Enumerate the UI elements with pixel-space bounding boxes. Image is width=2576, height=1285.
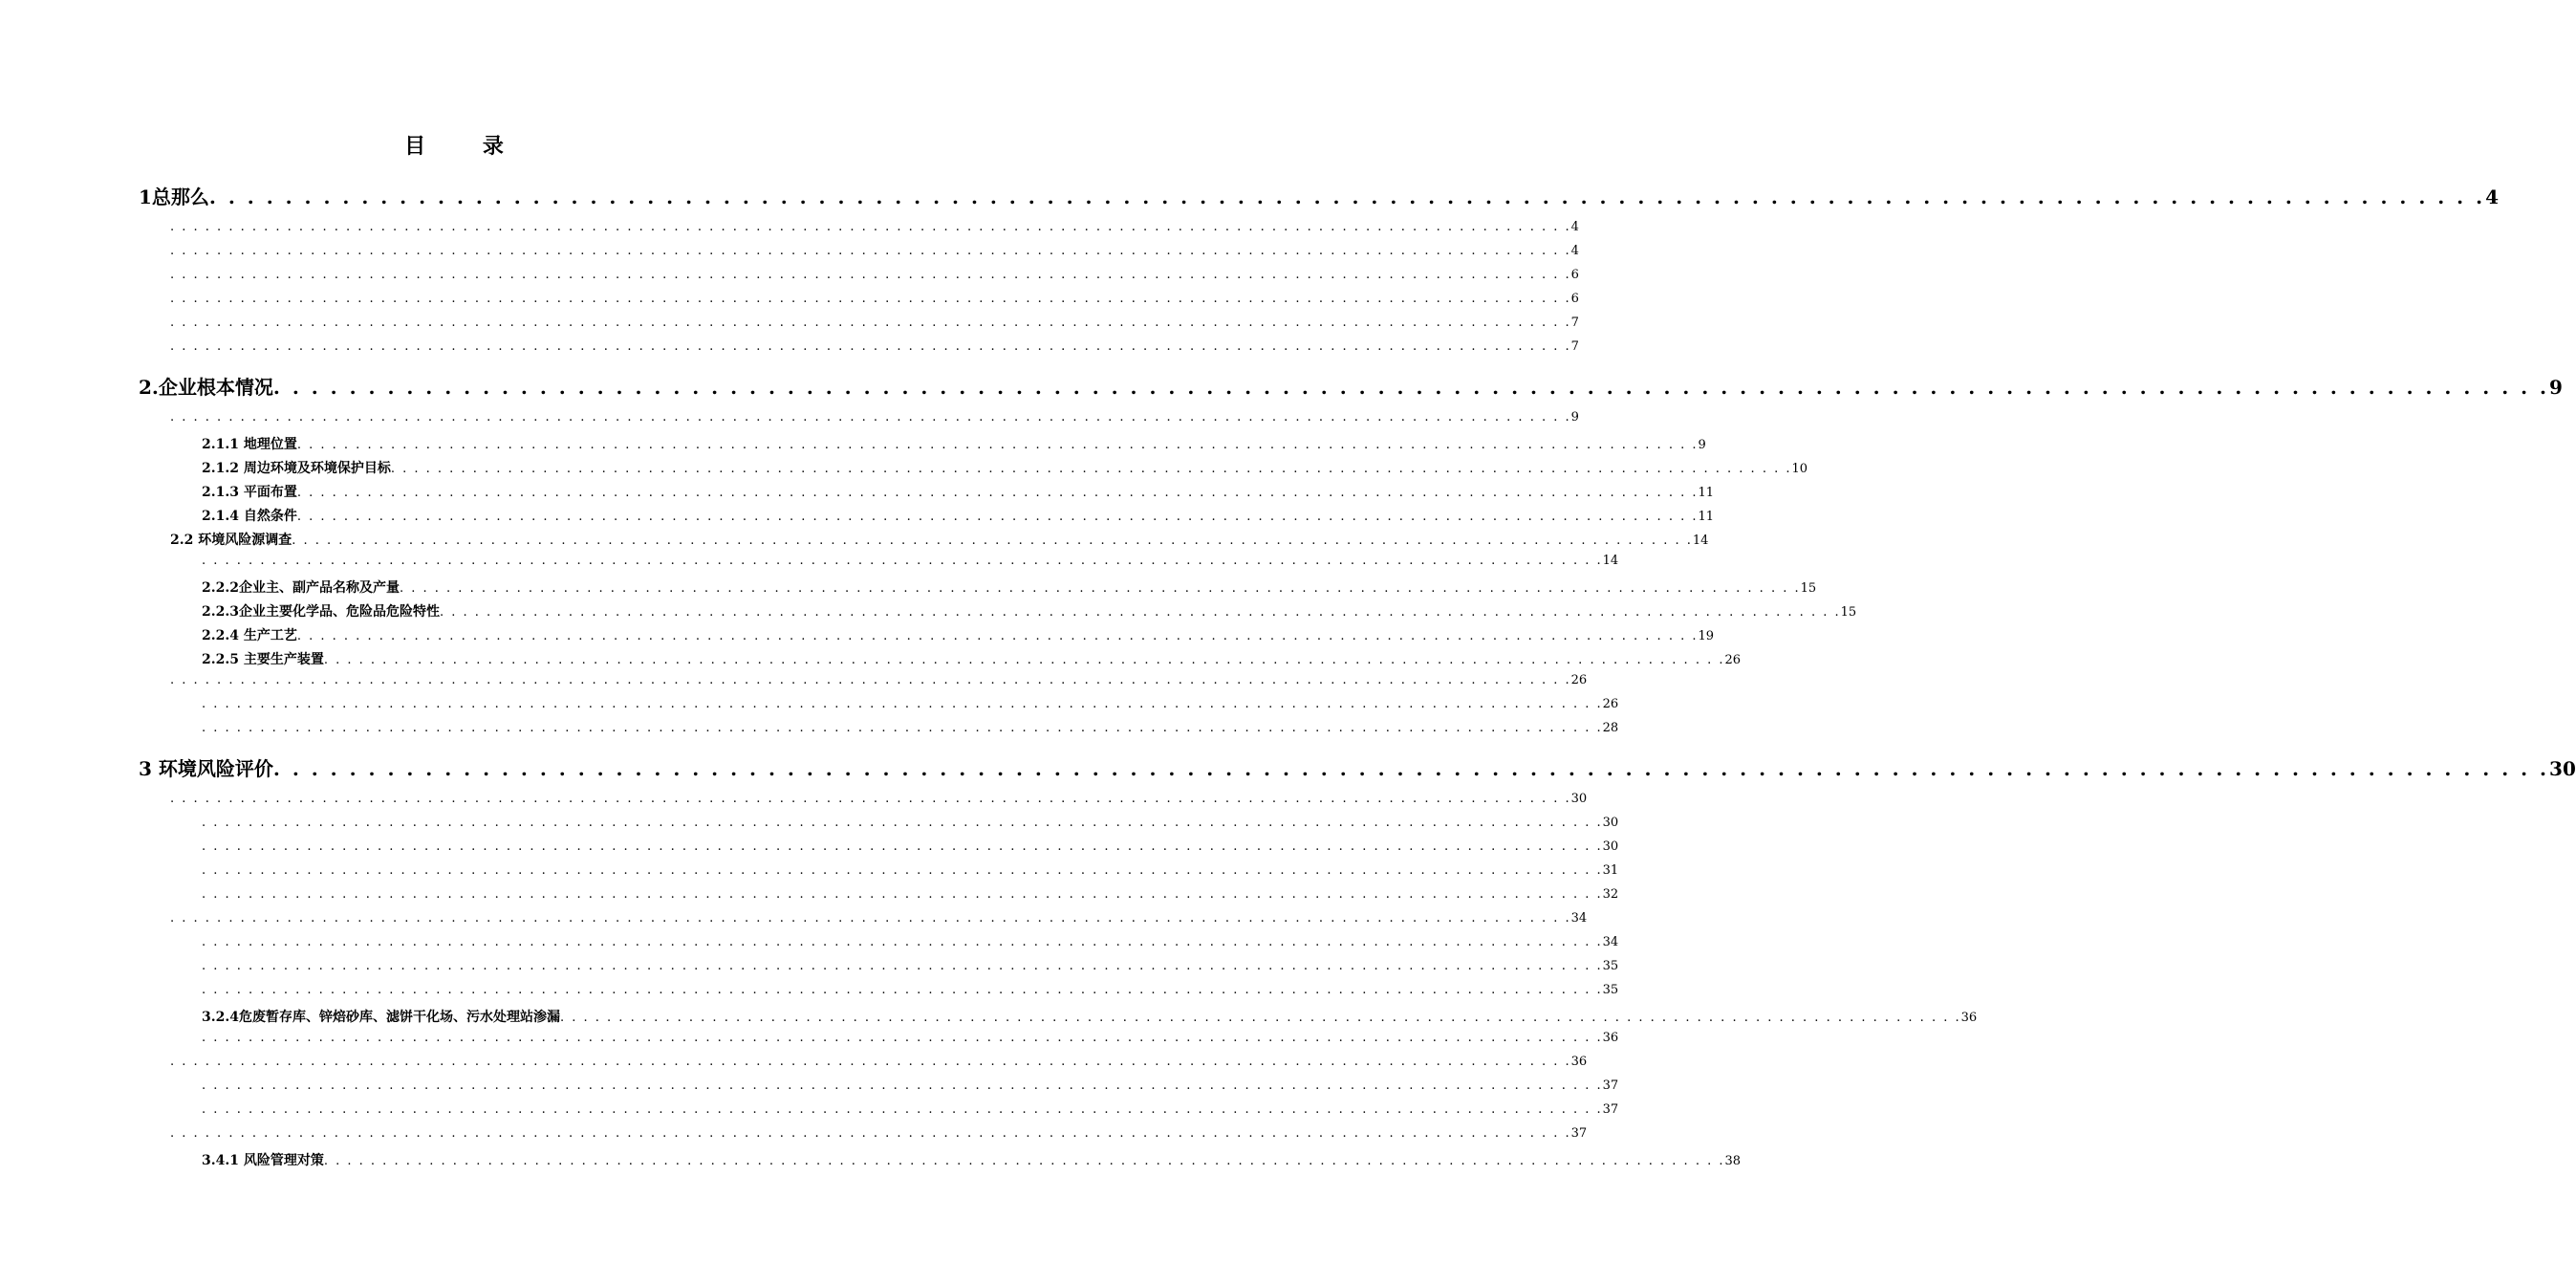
toc-entry[interactable] <box>202 983 1619 1004</box>
toc-leader-dots: . . . . . . . . . . . . . . . . . . . . . . . . . . . . . . . . . . . . . . . . . . . . . . . . . . . . . . . . . . . . . . . . . . . . . . . . . . . . . . . . . . . . . . . . . . . . . . . . . . . . . . . . . . . . . . . . . . . . . . . . <box>292 534 1693 548</box>
toc-leader-dots: . . . . . . . . . . . . . . . . . . . . . . . . . . . . . . . . . . . . . . . . . . . . . . . . . . . . . . . . . . . . . . . . . . . . . . . . . . . . . . . . . . . . . . . . . . . . . . . . . . . . . . . . . . . . . . . . . . . . . . . . <box>202 959 1603 973</box>
toc-entry[interactable] <box>202 601 1857 622</box>
toc-page-number: 19 <box>1698 629 1715 643</box>
toc-leader-dots: . . . . . . . . . . . . . . . . . . . . . . . . . . . . . . . . . . . . . . . . . . . . . . . . . . . . . . . . . . . . . . . . . . . . . . . . . . . . . . . . . . . . . . . . . . . . . . . . . . . . . . . . . . . . . . . . . . . . . . . . <box>323 1154 1725 1168</box>
toc-entry[interactable] <box>170 673 1588 694</box>
toc-page-number: 32 <box>1602 887 1619 902</box>
toc-entry[interactable] <box>170 316 1579 337</box>
toc-page-number: 4 <box>1570 220 1579 234</box>
toc-entry-text: 2.2.3企业主要化学品、危险品危险特性 <box>202 604 440 620</box>
toc-page-number: 35 <box>1602 983 1619 997</box>
toc-page-number: 37 <box>1602 1102 1619 1117</box>
toc-leader-dots: . . . . . . . . . . . . . . . . . . . . . . . . . . . . . . . . . . . . . . . . . . . . . . . . . . . . . . . . . . . . . . . . . . . . . . . . . . . . . . . . . . . . . . . . . . . . . . . . . . . . . . . . . . . . . . . . . . . . . . . . <box>202 1102 1603 1117</box>
toc-page-number: 36 <box>1570 1055 1588 1069</box>
toc-leader-dots: . . . . . . . . . . . . . . . . . . . . . . . . . . . . . . . . . . . . . . . . . . . . . . . . . . . . . . . . . . . . . . . . . . . . . . . . . . . . . . . . . . . . . . . . . . . . . . . . . . . . . . . . . . . . . . . . . . . . . . . . <box>296 438 1699 452</box>
toc-leader-dots: . . . . . . . . . . . . . . . . . . . . . . . . . . . . . . . . . . . . . . . . . . . . . . . . . . . . . . . . . . . . . . . . . . . . . . . . . . . . . . . . . . . . . . . . . . . . . . . . . . . . . . . . . . . . . . . . . . . . . . . . <box>390 462 1792 476</box>
toc-entry[interactable] <box>202 816 1619 837</box>
toc-leader-dots: . . . . . . . . . . . . . . . . . . . . . . . . . . . . . . . . . . . . . . . . . . . . . . . . . . . . . . . . . . . . . . . . . . . . . . . . . . . . . . . . . . . . . . . . . . . . . . . . . . . . . . . . . . . . . . . . . . . . . . . . <box>202 554 1603 568</box>
toc-page-number: 26 <box>1724 653 1742 667</box>
toc-leader-dots: . . . . . . . . . . . . . . . . . . . . . . . . . . . . . . . . . . . . . . . . . . . . . . . . . . . . . . . . . . . . . . . . . . . . . . . . . . . . . . . . . . . . . . . . . . . . . . . . . . . . . . . . . . . . . . . . . . . . . . . . <box>202 983 1603 997</box>
toc-page-number: 15 <box>1840 605 1857 620</box>
toc-page-number: 7 <box>1570 316 1579 330</box>
toc-leader-dots: . . . . . . . . . . . . . . . . . . . . . . . . . . . . . . . . . . . . . . . . . . . . . . . . . . . . . . . . . . . . . . . . . . . . . . . . . . . . . . . . . . . . . . . . . . . . . . . . . . . . . . . . . . . . . . . . . . . . . . . . <box>202 816 1603 830</box>
toc-page-number: 28 <box>1602 721 1619 735</box>
toc-leader-dots: . . . . . . . . . . . . . . . . . . . . . . . . . . . . . . . . . . . . . . . . . . . . . . . . . . . . . . . . . . . . . . . . . . . . . . . . . . . . . . . . . . . . . . . . . . . . . . . . . . . . . . . . . . . . . . . . . . . . . . . . <box>170 673 1571 687</box>
toc-entry-text: 2.2.2企业主、副产品名称及产量 <box>202 580 400 596</box>
toc-page-number: 37 <box>1602 1078 1619 1093</box>
toc-entry[interactable] <box>170 530 1709 551</box>
toc-entry[interactable] <box>202 458 1808 479</box>
toc-entry[interactable] <box>202 649 1742 670</box>
toc-entry[interactable] <box>202 625 1715 646</box>
toc-page-number: 14 <box>1692 534 1709 548</box>
toc-page-number: 34 <box>1570 911 1588 926</box>
toc-entry[interactable] <box>202 721 1619 742</box>
toc-entry[interactable] <box>202 1150 1742 1171</box>
toc-page-number: 11 <box>1698 486 1715 500</box>
toc-entry-text: 1总那么 <box>139 185 209 208</box>
toc-entry-text: 2.2.5 主要生产装置 <box>202 652 324 667</box>
toc-leader-dots: . . . . . . . . . . . . . . . . . . . . . . . . . . . . . . . . . . . . . . . . . . . . . . . . . . . . . . . . . . . . . . . . . . . . . . . . . . . . . . . . . . . . . . . . . . . . . . . . . . . . . . . . . . . . . . . . . . . . . . . . <box>202 1031 1603 1045</box>
toc-leader-dots: . . . . . . . . . . . . . . . . . . . . . . . . . . . . . . . . . . . . . . . . . . . . . . . . . . . . . . . . . . . . . . . . . . . . . . . . . . . . . . . . . . . . . . . . . . . . . . . . . . . . . . . . . . . . . . . . . . . . . . . . <box>202 935 1603 949</box>
toc-entry[interactable] <box>202 839 1619 860</box>
toc-page-number: 15 <box>1800 581 1817 596</box>
toc-page-number: 35 <box>1602 959 1619 973</box>
toc-leader-dots: . . . . . . . . . . . . . . . . . . . . . . . . . . . . . . . . . . . . . . . . . . . . . . . . . . . . . . . . . . . . . . . . . . . . . . . . . . . . . . . . . . . . . . . . . . . . . . . . . . . . . . . . . . . . . . . . . . . . . . . . <box>170 911 1571 926</box>
toc-page-number: 26 <box>1602 697 1619 711</box>
toc-leader-dots: . . . . . . . . . . . . . . . . . . . . . . . . . . . . . . . . . . . . . . . . . . . . . . . . . . . . . . . . . . . . . . . . . . . . . . . . . . . . . . . . . . . . . . . . . . . . . . . . . . . . . . . . . . . . . . . . . . . . . . . . <box>202 1078 1603 1093</box>
toc-page-number: 34 <box>1602 935 1619 949</box>
toc-page-number: 26 <box>1570 673 1588 687</box>
toc-leader-dots: . . . . . . . . . . . . . . . . . . . . . . . . . . . . . . . . . . . . . . . . . . . . . . . . . . . . . . . . . . . . . . . . . . . . . . . . . . . . . . . . . . . . . . . . . . . . . . . . . . . . . . . . . . . . . . . . . . . . . . . . <box>272 376 2550 399</box>
toc-page-number: 4 <box>2485 185 2499 208</box>
toc-entry[interactable] <box>139 372 2563 399</box>
toc-page-number: 31 <box>1602 863 1619 878</box>
toc-entry[interactable] <box>202 863 1619 884</box>
toc-entry-text: 3.4.1 风险管理对策 <box>202 1153 324 1168</box>
toc-page-number: 6 <box>1570 292 1579 306</box>
toc-entry[interactable] <box>139 182 2499 208</box>
toc-page-number: 9 <box>2549 376 2563 399</box>
toc-leader-dots: . . . . . . . . . . . . . . . . . . . . . . . . . . . . . . . . . . . . . . . . . . . . . . . . . . . . . . . . . . . . . . . . . . . . . . . . . . . . . . . . . . . . . . . . . . . . . . . . . . . . . . . . . . . . . . . . . . . . . . . . <box>170 339 1571 354</box>
toc-leader-dots: . . . . . . . . . . . . . . . . . . . . . . . . . . . . . . . . . . . . . . . . . . . . . . . . . . . . . . . . . . . . . . . . . . . . . . . . . . . . . . . . . . . . . . . . . . . . . . . . . . . . . . . . . . . . . . . . . . . . . . . . <box>202 721 1603 735</box>
toc-entry[interactable] <box>202 577 1817 599</box>
toc-entry[interactable] <box>202 554 1619 575</box>
toc-page-number: 30 <box>1602 839 1619 854</box>
toc-leader-dots: . . . . . . . . . . . . . . . . . . . . . . . . . . . . . . . . . . . . . . . . . . . . . . . . . . . . . . . . . . . . . . . . . . . . . . . . . . . . . . . . . . . . . . . . . . . . . . . . . . . . . . . . . . . . . . . . . . . . . . . . <box>170 268 1571 282</box>
toc-page-number: 11 <box>1698 510 1715 524</box>
toc-page-number: 36 <box>1602 1031 1619 1045</box>
toc-page-number: 36 <box>1960 1011 1978 1025</box>
toc-entry[interactable] <box>202 1078 1619 1100</box>
toc-entry[interactable] <box>202 697 1619 718</box>
toc-leader-dots: . . . . . . . . . . . . . . . . . . . . . . . . . . . . . . . . . . . . . . . . . . . . . . . . . . . . . . . . . . . . . . . . . . . . . . . . . . . . . . . . . . . . . . . . . . . . . . . . . . . . . . . . . . . . . . . . . . . . . . . . <box>559 1011 1961 1025</box>
toc-entry-text: 2.企业根本情况 <box>139 376 273 399</box>
toc-entry-text: 3 环境风险评价 <box>139 757 273 780</box>
toc-entry[interactable] <box>170 244 1579 265</box>
toc-leader-dots: . . . . . . . . . . . . . . . . . . . . . . . . . . . . . . . . . . . . . . . . . . . . . . . . . . . . . . . . . . . . . . . . . . . . . . . . . . . . . . . . . . . . . . . . . . . . . . . . . . . . . . . . . . . . . . . . . . . . . . . . <box>170 220 1571 234</box>
toc-entry[interactable] <box>202 434 1706 455</box>
toc-entry[interactable] <box>170 911 1588 932</box>
toc-entry-text: 2.2 环境风险源调查 <box>170 533 292 548</box>
toc-leader-dots: . . . . . . . . . . . . . . . . . . . . . . . . . . . . . . . . . . . . . . . . . . . . . . . . . . . . . . . . . . . . . . . . . . . . . . . . . . . . . . . . . . . . . . . . . . . . . . . . . . . . . . . . . . . . . . . . . . . . . . . . <box>170 316 1571 330</box>
toc-entry-text: 2.1.1 地理位置 <box>202 437 297 452</box>
toc-entry[interactable] <box>202 1031 1619 1052</box>
toc-leader-dots: . . . . . . . . . . . . . . . . . . . . . . . . . . . . . . . . . . . . . . . . . . . . . . . . . . . . . . . . . . . . . . . . . . . . . . . . . . . . . . . . . . . . . . . . . . . . . . . . . . . . . . . . . . . . . . . . . . . . . . . . <box>170 410 1571 425</box>
toc-entry[interactable] <box>139 753 2576 780</box>
toc-entry[interactable] <box>202 935 1619 956</box>
toc-entry-text: 2.1.2 周边环境及环境保护目标 <box>202 461 391 476</box>
toc-entry[interactable] <box>170 339 1579 360</box>
toc-title: 目 录 <box>404 134 529 159</box>
toc-leader-dots: . . . . . . . . . . . . . . . . . . . . . . . . . . . . . . . . . . . . . . . . . . . . . . . . . . . . . . . . . . . . . . . . . . . . . . . . . . . . . . . . . . . . . . . . . . . . . . . . . . . . . . . . . . . . . . . . . . . . . . . . <box>170 292 1571 306</box>
toc-leader-dots: . . . . . . . . . . . . . . . . . . . . . . . . . . . . . . . . . . . . . . . . . . . . . . . . . . . . . . . . . . . . . . . . . . . . . . . . . . . . . . . . . . . . . . . . . . . . . . . . . . . . . . . . . . . . . . . . . . . . . . . . <box>202 863 1603 878</box>
toc-entry[interactable] <box>202 887 1619 908</box>
toc-entry[interactable] <box>170 1055 1588 1076</box>
toc-entry[interactable] <box>170 410 1579 431</box>
toc-leader-dots: . . . . . . . . . . . . . . . . . . . . . . . . . . . . . . . . . . . . . . . . . . . . . . . . . . . . . . . . . . . . . . . . . . . . . . . . . . . . . . . . . . . . . . . . . . . . . . . . . . . . . . . . . . . . . . . . . . . . . . . . <box>202 887 1603 902</box>
toc-page-number: 14 <box>1602 554 1619 568</box>
toc-page-number: 9 <box>1698 438 1706 452</box>
toc-leader-dots: . . . . . . . . . . . . . . . . . . . . . . . . . . . . . . . . . . . . . . . . . . . . . . . . . . . . . . . . . . . . . . . . . . . . . . . . . . . . . . . . . . . . . . . . . . . . . . . . . . . . . . . . . . . . . . . . . . . . . . . . <box>170 1126 1571 1141</box>
toc-page-number: 30 <box>1602 816 1619 830</box>
toc-page-number: 30 <box>2549 757 2576 780</box>
toc-leader-dots: . . . . . . . . . . . . . . . . . . . . . . . . . . . . . . . . . . . . . . . . . . . . . . . . . . . . . . . . . . . . . . . . . . . . . . . . . . . . . . . . . . . . . . . . . . . . . . . . . . . . . . . . . . . . . . . . . . . . . . . . <box>170 244 1571 258</box>
toc-leader-dots: . . . . . . . . . . . . . . . . . . . . . . . . . . . . . . . . . . . . . . . . . . . . . . . . . . . . . . . . . . . . . . . . . . . . . . . . . . . . . . . . . . . . . . . . . . . . . . . . . . . . . . . . . . . . . . . . . . . . . . . . <box>323 653 1725 667</box>
toc-page-number: 30 <box>1570 792 1588 806</box>
toc-leader-dots: . . . . . . . . . . . . . . . . . . . . . . . . . . . . . . . . . . . . . . . . . . . . . . . . . . . . . . . . . . . . . . . . . . . . . . . . . . . . . . . . . . . . . . . . . . . . . . . . . . . . . . . . . . . . . . . . . . . . . . . . <box>170 792 1571 806</box>
toc-page-number: 10 <box>1791 462 1808 476</box>
toc-leader-dots: . . . . . . . . . . . . . . . . . . . . . . . . . . . . . . . . . . . . . . . . . . . . . . . . . . . . . . . . . . . . . . . . . . . . . . . . . . . . . . . . . . . . . . . . . . . . . . . . . . . . . . . . . . . . . . . . . . . . . . . . <box>296 510 1699 524</box>
toc-leader-dots: . . . . . . . . . . . . . . . . . . . . . . . . . . . . . . . . . . . . . . . . . . . . . . . . . . . . . . . . . . . . . . . . . . . . . . . . . . . . . . . . . . . . . . . . . . . . . . . . . . . . . . . . . . . . . . . . . . . . . . . . <box>208 185 2486 208</box>
toc-leader-dots: . . . . . . . . . . . . . . . . . . . . . . . . . . . . . . . . . . . . . . . . . . . . . . . . . . . . . . . . . . . . . . . . . . . . . . . . . . . . . . . . . . . . . . . . . . . . . . . . . . . . . . . . . . . . . . . . . . . . . . . . <box>170 1055 1571 1069</box>
toc-entry[interactable] <box>170 792 1588 813</box>
toc-page-number: 4 <box>1570 244 1579 258</box>
toc-page-number: 7 <box>1570 339 1579 354</box>
toc-leader-dots: . . . . . . . . . . . . . . . . . . . . . . . . . . . . . . . . . . . . . . . . . . . . . . . . . . . . . . . . . . . . . . . . . . . . . . . . . . . . . . . . . . . . . . . . . . . . . . . . . . . . . . . . . . . . . . . . . . . . . . . . <box>272 757 2550 780</box>
toc-entry-text: 2.2.4 生产工艺 <box>202 628 297 643</box>
toc-entry-text: 3.2.4危废暂存库、锌焙砂库、滤饼干化场、污水处理站渗漏 <box>202 1010 560 1025</box>
toc-leader-dots: . . . . . . . . . . . . . . . . . . . . . . . . . . . . . . . . . . . . . . . . . . . . . . . . . . . . . . . . . . . . . . . . . . . . . . . . . . . . . . . . . . . . . . . . . . . . . . . . . . . . . . . . . . . . . . . . . . . . . . . . <box>399 581 1801 596</box>
toc-page-number: 37 <box>1570 1126 1588 1141</box>
toc-leader-dots: . . . . . . . . . . . . . . . . . . . . . . . . . . . . . . . . . . . . . . . . . . . . . . . . . . . . . . . . . . . . . . . . . . . . . . . . . . . . . . . . . . . . . . . . . . . . . . . . . . . . . . . . . . . . . . . . . . . . . . . . <box>202 839 1603 854</box>
toc-page-number: 38 <box>1724 1154 1742 1168</box>
toc-leader-dots: . . . . . . . . . . . . . . . . . . . . . . . . . . . . . . . . . . . . . . . . . . . . . . . . . . . . . . . . . . . . . . . . . . . . . . . . . . . . . . . . . . . . . . . . . . . . . . . . . . . . . . . . . . . . . . . . . . . . . . . . <box>296 486 1699 500</box>
toc-entry[interactable] <box>170 220 1579 241</box>
toc-entry[interactable] <box>170 292 1579 313</box>
toc-leader-dots: . . . . . . . . . . . . . . . . . . . . . . . . . . . . . . . . . . . . . . . . . . . . . . . . . . . . . . . . . . . . . . . . . . . . . . . . . . . . . . . . . . . . . . . . . . . . . . . . . . . . . . . . . . . . . . . . . . . . . . . . <box>202 697 1603 711</box>
toc-page-number: 6 <box>1570 268 1579 282</box>
toc-entry[interactable] <box>202 959 1619 980</box>
toc-entry[interactable] <box>202 1007 1978 1028</box>
toc-entry-text: 2.1.3 平面布置 <box>202 485 297 500</box>
toc-entry[interactable] <box>170 268 1579 289</box>
toc-leader-dots: . . . . . . . . . . . . . . . . . . . . . . . . . . . . . . . . . . . . . . . . . . . . . . . . . . . . . . . . . . . . . . . . . . . . . . . . . . . . . . . . . . . . . . . . . . . . . . . . . . . . . . . . . . . . . . . . . . . . . . . . <box>439 605 1841 620</box>
toc-entry[interactable] <box>202 482 1715 503</box>
toc-leader-dots: . . . . . . . . . . . . . . . . . . . . . . . . . . . . . . . . . . . . . . . . . . . . . . . . . . . . . . . . . . . . . . . . . . . . . . . . . . . . . . . . . . . . . . . . . . . . . . . . . . . . . . . . . . . . . . . . . . . . . . . . <box>296 629 1699 643</box>
toc-entry[interactable] <box>202 506 1715 527</box>
toc-entry[interactable] <box>202 1102 1619 1123</box>
toc-page-number: 9 <box>1570 410 1579 425</box>
toc-entry-text: 2.1.4 自然条件 <box>202 509 297 524</box>
toc-entry[interactable] <box>170 1126 1588 1147</box>
